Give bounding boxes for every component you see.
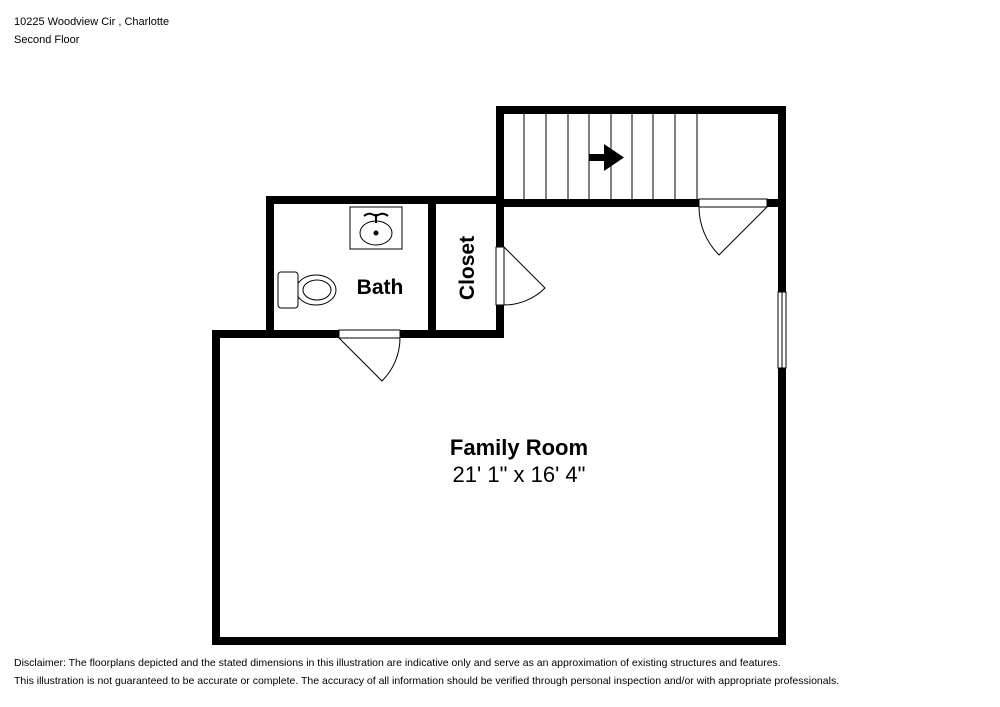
stair-arrow-icon (589, 144, 624, 171)
toilet-icon (278, 272, 336, 308)
closet-door-opening (496, 247, 504, 305)
bath-door-swing (339, 338, 400, 381)
stair-walls (500, 110, 782, 203)
closet-label: Closet (456, 235, 479, 301)
bath-walls (270, 200, 432, 334)
bath-door-opening (339, 330, 400, 338)
family-room-name: Family Room (449, 435, 589, 460)
address-text: 10225 Woodview Cir , Charlotte (14, 16, 170, 28)
family-room-dimensions: 21' 1" x 16' 4" (452, 462, 586, 487)
disclaimer-line-1: Disclaimer: The floorplans depicted and the stated dimensions in this illustration are indicative only and serve as an approximation of existing structures and features. (14, 657, 781, 669)
closet-door-swing (504, 247, 545, 305)
door-swings (339, 207, 782, 381)
disclaimer-line-2: This illustration is not guaranteed to be accurate or complete. The accuracy of all information should be verified through personal inspection and/or with appropriate professionals. (14, 675, 840, 687)
stair-door-swing (699, 207, 767, 255)
stair-door-opening (699, 199, 767, 207)
door-openings (339, 199, 786, 368)
bath-label: Bath (356, 276, 404, 299)
floor-label: Second Floor (14, 34, 80, 46)
sink-icon (350, 207, 402, 249)
